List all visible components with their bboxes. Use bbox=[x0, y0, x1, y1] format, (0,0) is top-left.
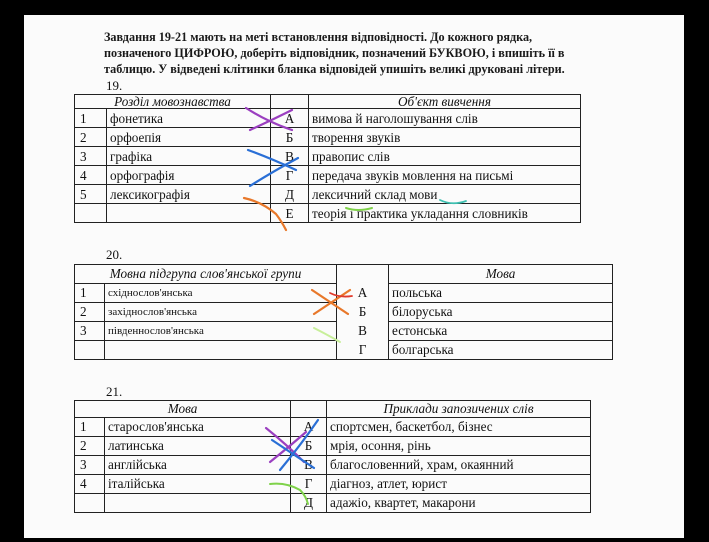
answer-text: лексичний склад мови bbox=[309, 185, 581, 204]
answer-text: спортсмен, баскетбол, бізнес bbox=[327, 418, 591, 437]
table-row bbox=[75, 128, 581, 147]
task-19-table bbox=[74, 94, 581, 223]
row-number: 1 bbox=[75, 418, 105, 437]
answer-text: передача звуків мовлення на письмі bbox=[309, 166, 581, 185]
answer-letter: Г bbox=[271, 166, 309, 185]
table-header-row bbox=[75, 401, 591, 418]
row-term: південнослов'янська bbox=[105, 322, 337, 341]
row-number: 1 bbox=[75, 109, 107, 128]
row-number: 3 bbox=[75, 456, 105, 475]
column-header: Приклади запозичених слів bbox=[327, 401, 591, 418]
answer-letter: Е bbox=[271, 204, 309, 223]
answer-letter: Б bbox=[291, 437, 327, 456]
answer-text: естонська bbox=[389, 322, 613, 341]
column-header: Розділ мовознавства bbox=[75, 95, 271, 109]
answer-text: діагноз, атлет, юрист bbox=[327, 475, 591, 494]
table-row bbox=[75, 166, 581, 185]
row-number: 3 bbox=[75, 322, 105, 341]
column-header: Мовна підгрупа слов'янської групи bbox=[75, 265, 337, 284]
table-row bbox=[75, 204, 581, 223]
row-term: англійська bbox=[105, 456, 291, 475]
task-19-number: 19. bbox=[106, 78, 123, 93]
answer-letter: Б bbox=[271, 128, 309, 147]
answer-text: творення звуків bbox=[309, 128, 581, 147]
row-term: орфографія bbox=[107, 166, 271, 185]
column-header: Мова bbox=[75, 401, 291, 418]
row-number: 2 bbox=[75, 303, 105, 322]
table-row bbox=[75, 322, 613, 341]
task-20-number: 20. bbox=[106, 247, 123, 262]
answer-text: адажіо, квартет, макарони bbox=[327, 494, 591, 513]
row-term: старослов'янська bbox=[105, 418, 291, 437]
answer-letter: А bbox=[271, 109, 309, 128]
instruction-line-2: позначеного ЦИФРОЮ, доберіть відповідник, позначений БУКВОЮ, і впишіть її в bbox=[104, 46, 565, 60]
answer-text: мрія, осоння, рінь bbox=[327, 437, 591, 456]
row-number: 1 bbox=[75, 284, 105, 303]
answer-text: болгарська bbox=[389, 341, 613, 360]
row-number: 4 bbox=[75, 166, 107, 185]
task-instructions bbox=[104, 29, 664, 77]
row-number: 4 bbox=[75, 475, 105, 494]
row-term: графіка bbox=[107, 147, 271, 166]
table-row bbox=[75, 475, 591, 494]
row-term: фонетика bbox=[107, 109, 271, 128]
answer-letter: Д bbox=[291, 494, 327, 513]
row-term: латинська bbox=[105, 437, 291, 456]
table-header-row bbox=[75, 95, 581, 109]
answer-text: білоруська bbox=[389, 303, 613, 322]
answer-letter: А bbox=[337, 284, 389, 303]
answer-letter: В bbox=[337, 322, 389, 341]
answer-letter: В bbox=[291, 456, 327, 475]
column-header: Мова bbox=[389, 265, 613, 284]
row-number: 2 bbox=[75, 437, 105, 456]
row-number: 5 bbox=[75, 185, 107, 204]
table-row bbox=[75, 303, 613, 322]
instruction-line-1: Завдання 19-21 мають на меті встановлення відповідності. До кожного рядка, bbox=[104, 30, 533, 44]
row-term: орфоепія bbox=[107, 128, 271, 147]
row-term: італійська bbox=[105, 475, 291, 494]
answer-text: правопис слів bbox=[309, 147, 581, 166]
task-21-table bbox=[74, 400, 591, 513]
table-row bbox=[75, 341, 613, 360]
table-row bbox=[75, 418, 591, 437]
instruction-line-3: таблицю. У відведені клітинки бланка відповідей упишіть великі друковані літери. bbox=[104, 62, 565, 76]
table-row bbox=[75, 456, 591, 475]
row-term: східнослов'янська bbox=[105, 284, 337, 303]
answer-letter: Г bbox=[291, 475, 327, 494]
table-row bbox=[75, 437, 591, 456]
table-row bbox=[75, 109, 581, 128]
row-term: західнослов'янська bbox=[105, 303, 337, 322]
table-row bbox=[75, 284, 613, 303]
row-number: 3 bbox=[75, 147, 107, 166]
answer-text: польська bbox=[389, 284, 613, 303]
row-number: 2 bbox=[75, 128, 107, 147]
table-row bbox=[75, 185, 581, 204]
answer-text: вимова й наголошування слів bbox=[309, 109, 581, 128]
answer-text: теорія і практика укладання словників bbox=[309, 204, 581, 223]
task-21-number: 21. bbox=[106, 384, 123, 399]
answer-letter: В bbox=[271, 147, 309, 166]
table-row bbox=[75, 494, 591, 513]
answer-letter: А bbox=[291, 418, 327, 437]
row-term: лексикографія bbox=[107, 185, 271, 204]
table-header-row bbox=[75, 265, 613, 284]
answer-letter: Г bbox=[337, 341, 389, 360]
table-row bbox=[75, 147, 581, 166]
task-20-table bbox=[74, 264, 613, 360]
column-header: Об'єкт вивчення bbox=[309, 95, 581, 109]
answer-letter: Д bbox=[271, 185, 309, 204]
answer-text: благословенний, храм, окаянний bbox=[327, 456, 591, 475]
answer-letter: Б bbox=[337, 303, 389, 322]
